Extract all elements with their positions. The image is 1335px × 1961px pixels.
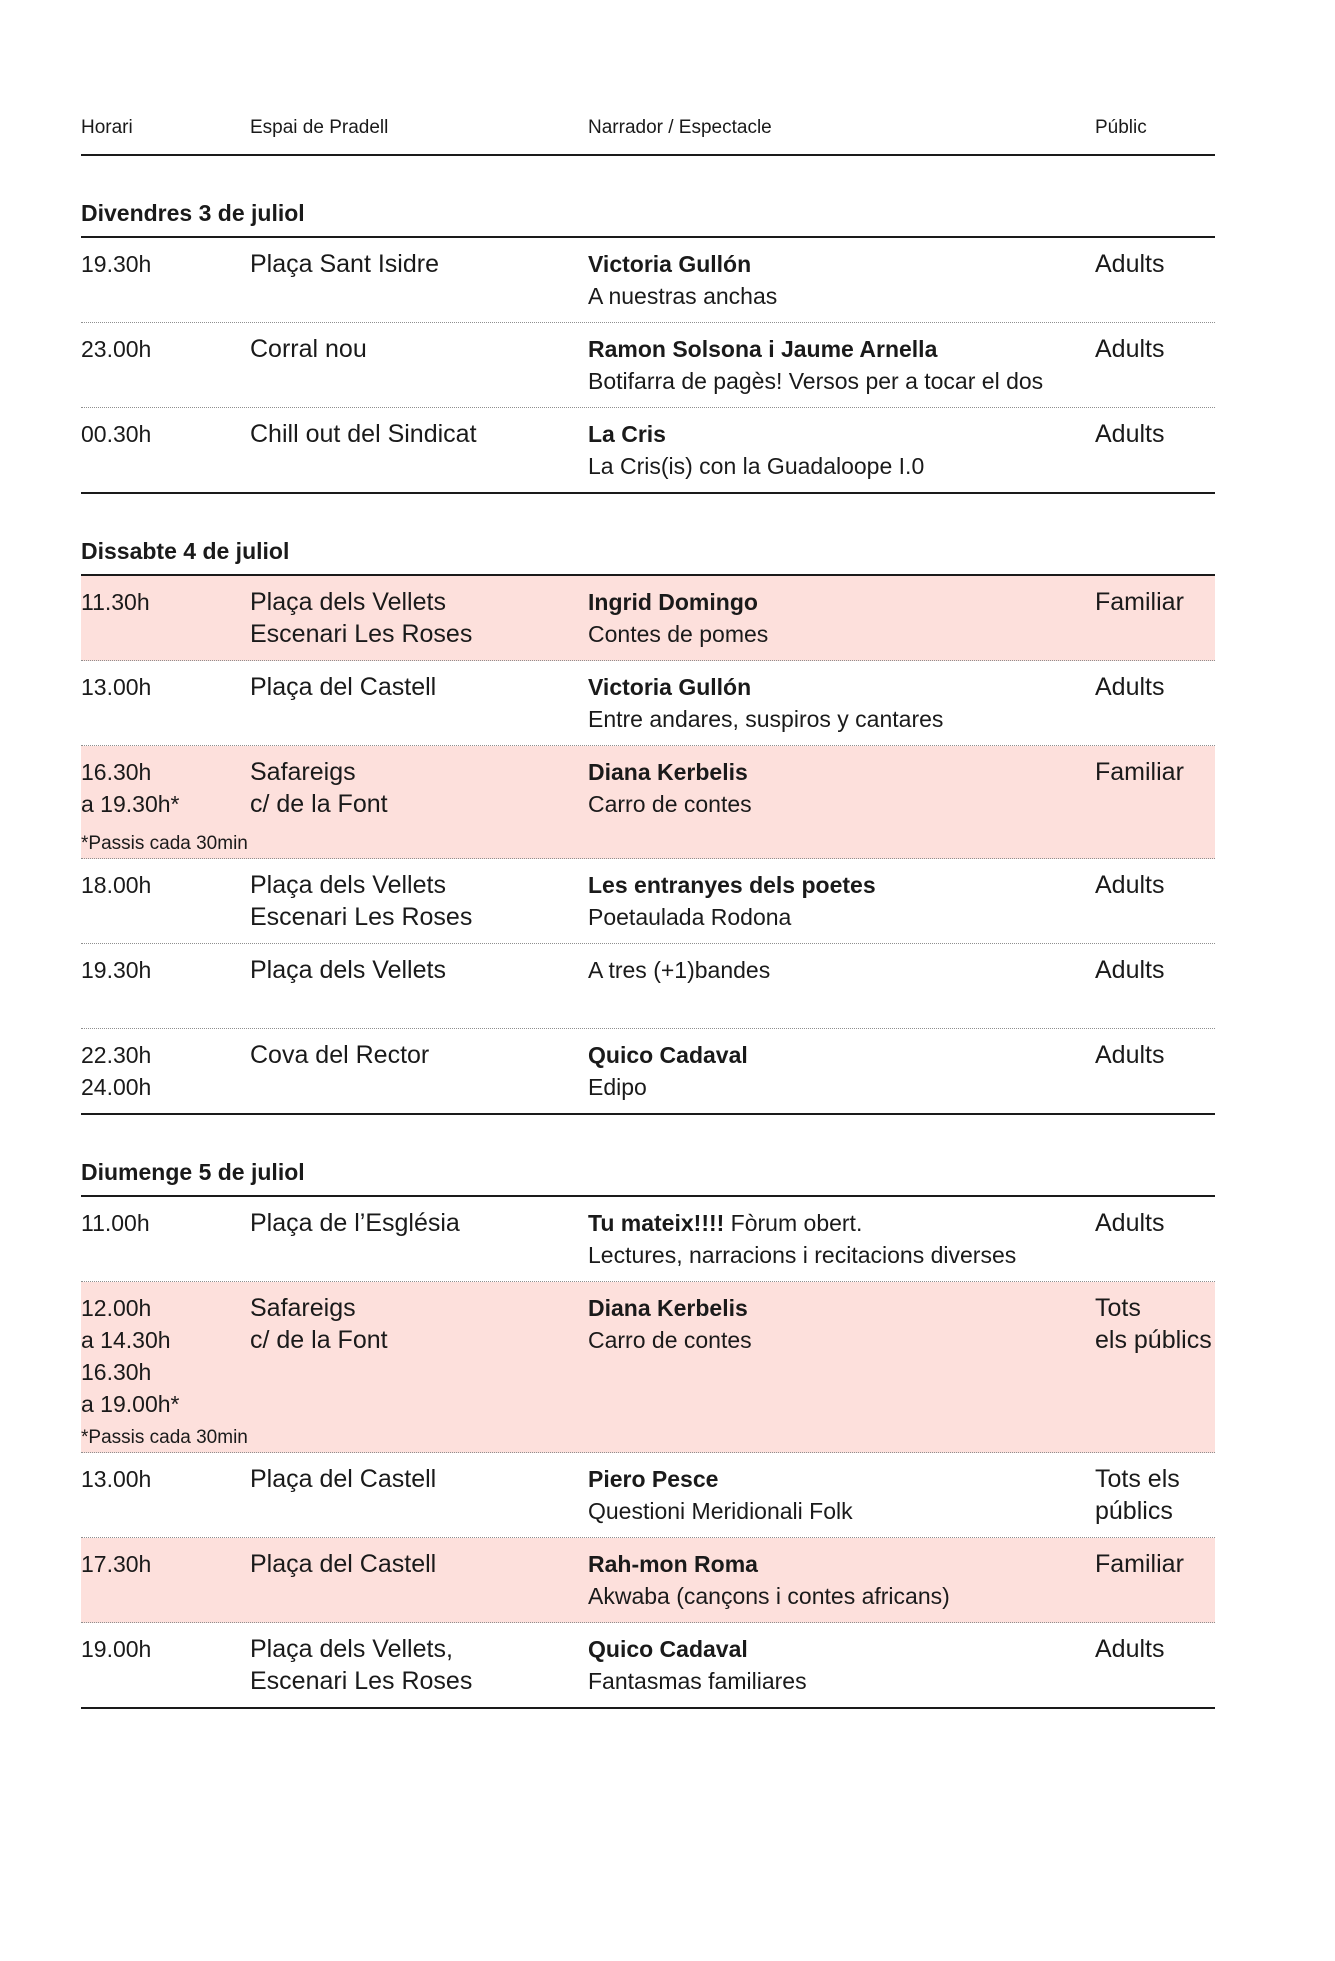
schedule-row: [81, 1197, 1215, 1282]
time-line: 24.00h: [81, 1074, 152, 1100]
place-line: Escenari Les Roses: [250, 1667, 473, 1695]
event-audience: [1095, 1548, 1184, 1580]
narrator-name: Victoria Gullón: [588, 251, 752, 277]
place-line: Plaça dels Vellets: [250, 588, 446, 616]
place-line: Plaça dels Vellets: [250, 956, 446, 984]
narrator-name: Les entranyes dels poetes: [588, 872, 876, 898]
event-show: [588, 1292, 752, 1356]
event-audience: [1095, 1039, 1164, 1071]
event-time: [81, 869, 151, 901]
event-place: [250, 1463, 436, 1495]
time-line: 11.00h: [81, 1210, 150, 1236]
time-line: 16.30h: [81, 759, 152, 785]
schedule-row: [81, 859, 1215, 944]
event-show: [588, 1207, 1016, 1271]
audience-line: Familiar: [1095, 588, 1184, 616]
place-line: Safareigs: [250, 758, 356, 786]
audience-line: Tots: [1095, 1294, 1141, 1322]
schedule-row: [81, 323, 1215, 408]
place-line: Corral nou: [250, 335, 367, 363]
event-place: [250, 1292, 388, 1356]
show-title: Botifarra de pagès! Versos per a tocar el dos: [588, 368, 1044, 394]
event-time: [81, 1633, 151, 1665]
day-section: [81, 156, 1215, 494]
narrator-line: [588, 586, 768, 618]
day-title: Diumenge 5 de juliol: [81, 1115, 1215, 1197]
event-place: [250, 1207, 460, 1239]
event-place: [250, 586, 472, 650]
event-place: [250, 418, 477, 450]
place-line: Escenari Les Roses: [250, 620, 473, 648]
event-audience: [1095, 248, 1164, 280]
show-title: Entre andares, suspiros y cantares: [588, 706, 944, 732]
table-header: [81, 110, 1215, 156]
days: [81, 156, 1215, 1709]
event-audience: [1095, 954, 1164, 986]
day-title: Dissabte 4 de juliol: [81, 494, 1215, 576]
time-line: a 19.00h*: [81, 1391, 180, 1417]
place-line: Escenari Les Roses: [250, 903, 473, 931]
time-line: 17.30h: [81, 1551, 152, 1577]
audience-line: els públics: [1095, 1326, 1212, 1354]
time-line: 23.00h: [81, 336, 152, 362]
narrator-line: [588, 1633, 807, 1665]
place-line: Chill out del Sindicat: [250, 420, 477, 448]
narrator-suffix: Fòrum obert.: [724, 1210, 863, 1236]
event-time: [81, 248, 151, 280]
show-title: Fantasmas familiares: [588, 1668, 807, 1694]
event-show: [588, 954, 770, 986]
event-show: [588, 418, 924, 482]
event-show: [588, 248, 777, 312]
event-show: [588, 1548, 950, 1612]
schedule-row: [81, 1538, 1215, 1623]
session-note: *Passis cada 30min: [81, 1427, 248, 1448]
show-title: Carro de contes: [588, 791, 752, 817]
time-line: a 14.30h: [81, 1327, 171, 1353]
narrator-line: [588, 1548, 950, 1580]
event-time: [81, 586, 150, 618]
narrator-line: [588, 756, 752, 788]
event-time: [81, 418, 151, 450]
narrator-name: La Cris: [588, 421, 666, 447]
narrator-name: Diana Kerbelis: [588, 1295, 748, 1321]
show-title: Questioni Meridionali Folk: [588, 1498, 853, 1524]
narrator-name: Ramon Solsona i Jaume Arnella: [588, 336, 938, 362]
audience-line: Familiar: [1095, 1550, 1184, 1578]
event-audience: [1095, 333, 1164, 365]
header-time: Horari: [81, 117, 133, 138]
narrator-name: Quico Cadaval: [588, 1042, 748, 1068]
event-show: [588, 333, 1043, 397]
header-place: Espai de Pradell: [250, 117, 389, 138]
event-place: [250, 1633, 472, 1697]
place-line: Plaça del Castell: [250, 673, 437, 701]
place-line: Plaça dels Vellets: [250, 871, 446, 899]
audience-line: Adults: [1095, 1209, 1165, 1237]
schedule-row: [81, 1282, 1215, 1453]
narrator-line: [588, 869, 876, 901]
narrator-line: [588, 1207, 1016, 1239]
event-place: [250, 954, 446, 986]
place-line: Plaça del Castell: [250, 1465, 437, 1493]
show-title: A nuestras anchas: [588, 283, 778, 309]
event-audience: [1095, 869, 1164, 901]
schedule-row: [81, 661, 1215, 746]
event-audience: [1095, 586, 1184, 618]
narrator-name: Ingrid Domingo: [588, 589, 758, 615]
time-line: a 19.30h*: [81, 791, 180, 817]
time-line: 18.00h: [81, 872, 152, 898]
schedule-row: [81, 1623, 1215, 1709]
schedule-row: [81, 1453, 1215, 1538]
header-show: Narrador / Espectacle: [588, 117, 772, 138]
place-line: Safareigs: [250, 1294, 356, 1322]
day-section: [81, 1115, 1215, 1709]
time-line: 16.30h: [81, 1359, 152, 1385]
narrator-name: Victoria Gullón: [588, 674, 752, 700]
show-title: La Cris(is) con la Guadaloope I.0: [588, 453, 925, 479]
show-title: A tres (+1)bandes: [588, 957, 771, 983]
narrator-name: Rah-mon Roma: [588, 1551, 758, 1577]
show-title: Contes de pomes: [588, 621, 769, 647]
event-time: [81, 954, 151, 986]
narrator-name: Diana Kerbelis: [588, 759, 748, 785]
day-section: [81, 494, 1215, 1115]
event-audience: [1095, 1463, 1180, 1527]
audience-line: públics: [1095, 1497, 1173, 1525]
narrator-line: [588, 1463, 853, 1495]
show-title: Carro de contes: [588, 1327, 752, 1353]
audience-line: Adults: [1095, 335, 1165, 363]
schedule-row: [81, 408, 1215, 494]
event-audience: [1095, 1207, 1164, 1239]
time-line: 12.00h: [81, 1295, 152, 1321]
event-place: [250, 333, 367, 365]
narrator-line: [588, 1039, 748, 1071]
event-time: [81, 333, 151, 365]
place-line: c/ de la Font: [250, 1326, 388, 1354]
event-audience: [1095, 671, 1164, 703]
event-place: [250, 1548, 436, 1580]
event-time: [81, 1463, 151, 1495]
narrator-line: [588, 248, 777, 280]
time-line: 00.30h: [81, 421, 152, 447]
event-show: [588, 1633, 807, 1697]
audience-line: Adults: [1095, 956, 1165, 984]
event-show: [588, 1039, 748, 1103]
audience-line: Adults: [1095, 871, 1165, 899]
audience-line: Tots els: [1095, 1465, 1180, 1493]
place-line: Plaça dels Vellets,: [250, 1635, 453, 1663]
event-time: [81, 756, 179, 820]
event-audience: [1095, 756, 1184, 788]
event-show: [588, 586, 768, 650]
event-time: [81, 1039, 151, 1103]
day-title: Divendres 3 de juliol: [81, 156, 1215, 238]
place-line: Cova del Rector: [250, 1041, 430, 1069]
schedule-row: [81, 746, 1215, 859]
event-place: [250, 756, 388, 820]
narrator-line: [588, 1292, 752, 1324]
event-place: [250, 869, 472, 933]
schedule-table: [81, 110, 1215, 1709]
narrator-name: Piero Pesce: [588, 1466, 719, 1492]
audience-line: Adults: [1095, 250, 1165, 278]
place-line: Plaça del Castell: [250, 1550, 437, 1578]
time-line: 19.30h: [81, 957, 152, 983]
event-show: [588, 869, 876, 933]
event-place: [250, 1039, 429, 1071]
session-note: *Passis cada 30min: [81, 833, 248, 854]
time-line: 13.00h: [81, 1466, 152, 1492]
show-title: Akwaba (cançons i contes africans): [588, 1583, 950, 1609]
time-line: 22.30h: [81, 1042, 152, 1068]
show-title: Lectures, narracions i recitacions diverses: [588, 1242, 1017, 1268]
event-time: [81, 1548, 151, 1580]
event-audience: [1095, 1292, 1212, 1356]
audience-line: Familiar: [1095, 758, 1184, 786]
event-time: [81, 671, 151, 703]
event-place: [250, 671, 436, 703]
time-line: 11.30h: [81, 589, 150, 615]
place-line: Plaça Sant Isidre: [250, 250, 439, 278]
schedule-row: [81, 238, 1215, 323]
schedule-row: [81, 1029, 1215, 1115]
show-title: Poetaulada Rodona: [588, 904, 792, 930]
audience-line: Adults: [1095, 1635, 1165, 1663]
audience-line: Adults: [1095, 673, 1165, 701]
schedule-row: [81, 944, 1215, 1029]
audience-line: Adults: [1095, 1041, 1165, 1069]
time-line: 19.30h: [81, 251, 152, 277]
event-show: [588, 671, 943, 735]
show-title: Edipo: [588, 1074, 647, 1100]
schedule-row: [81, 576, 1215, 661]
event-audience: [1095, 418, 1164, 450]
event-audience: [1095, 1633, 1164, 1665]
event-show: [588, 756, 752, 820]
time-line: 13.00h: [81, 674, 152, 700]
event-time: [81, 1292, 179, 1420]
time-line: 19.00h: [81, 1636, 152, 1662]
narrator-name: Tu mateix!!!!: [588, 1210, 725, 1236]
place-line: c/ de la Font: [250, 790, 388, 818]
narrator-name: Quico Cadaval: [588, 1636, 748, 1662]
header-audience: Públic: [1095, 117, 1147, 138]
audience-line: Adults: [1095, 420, 1165, 448]
event-time: [81, 1207, 150, 1239]
event-show: [588, 1463, 853, 1527]
place-line: Plaça de l’Església: [250, 1209, 460, 1237]
narrator-line: [588, 333, 1043, 365]
narrator-line: [588, 418, 924, 450]
narrator-line: [588, 671, 943, 703]
event-place: [250, 248, 439, 280]
